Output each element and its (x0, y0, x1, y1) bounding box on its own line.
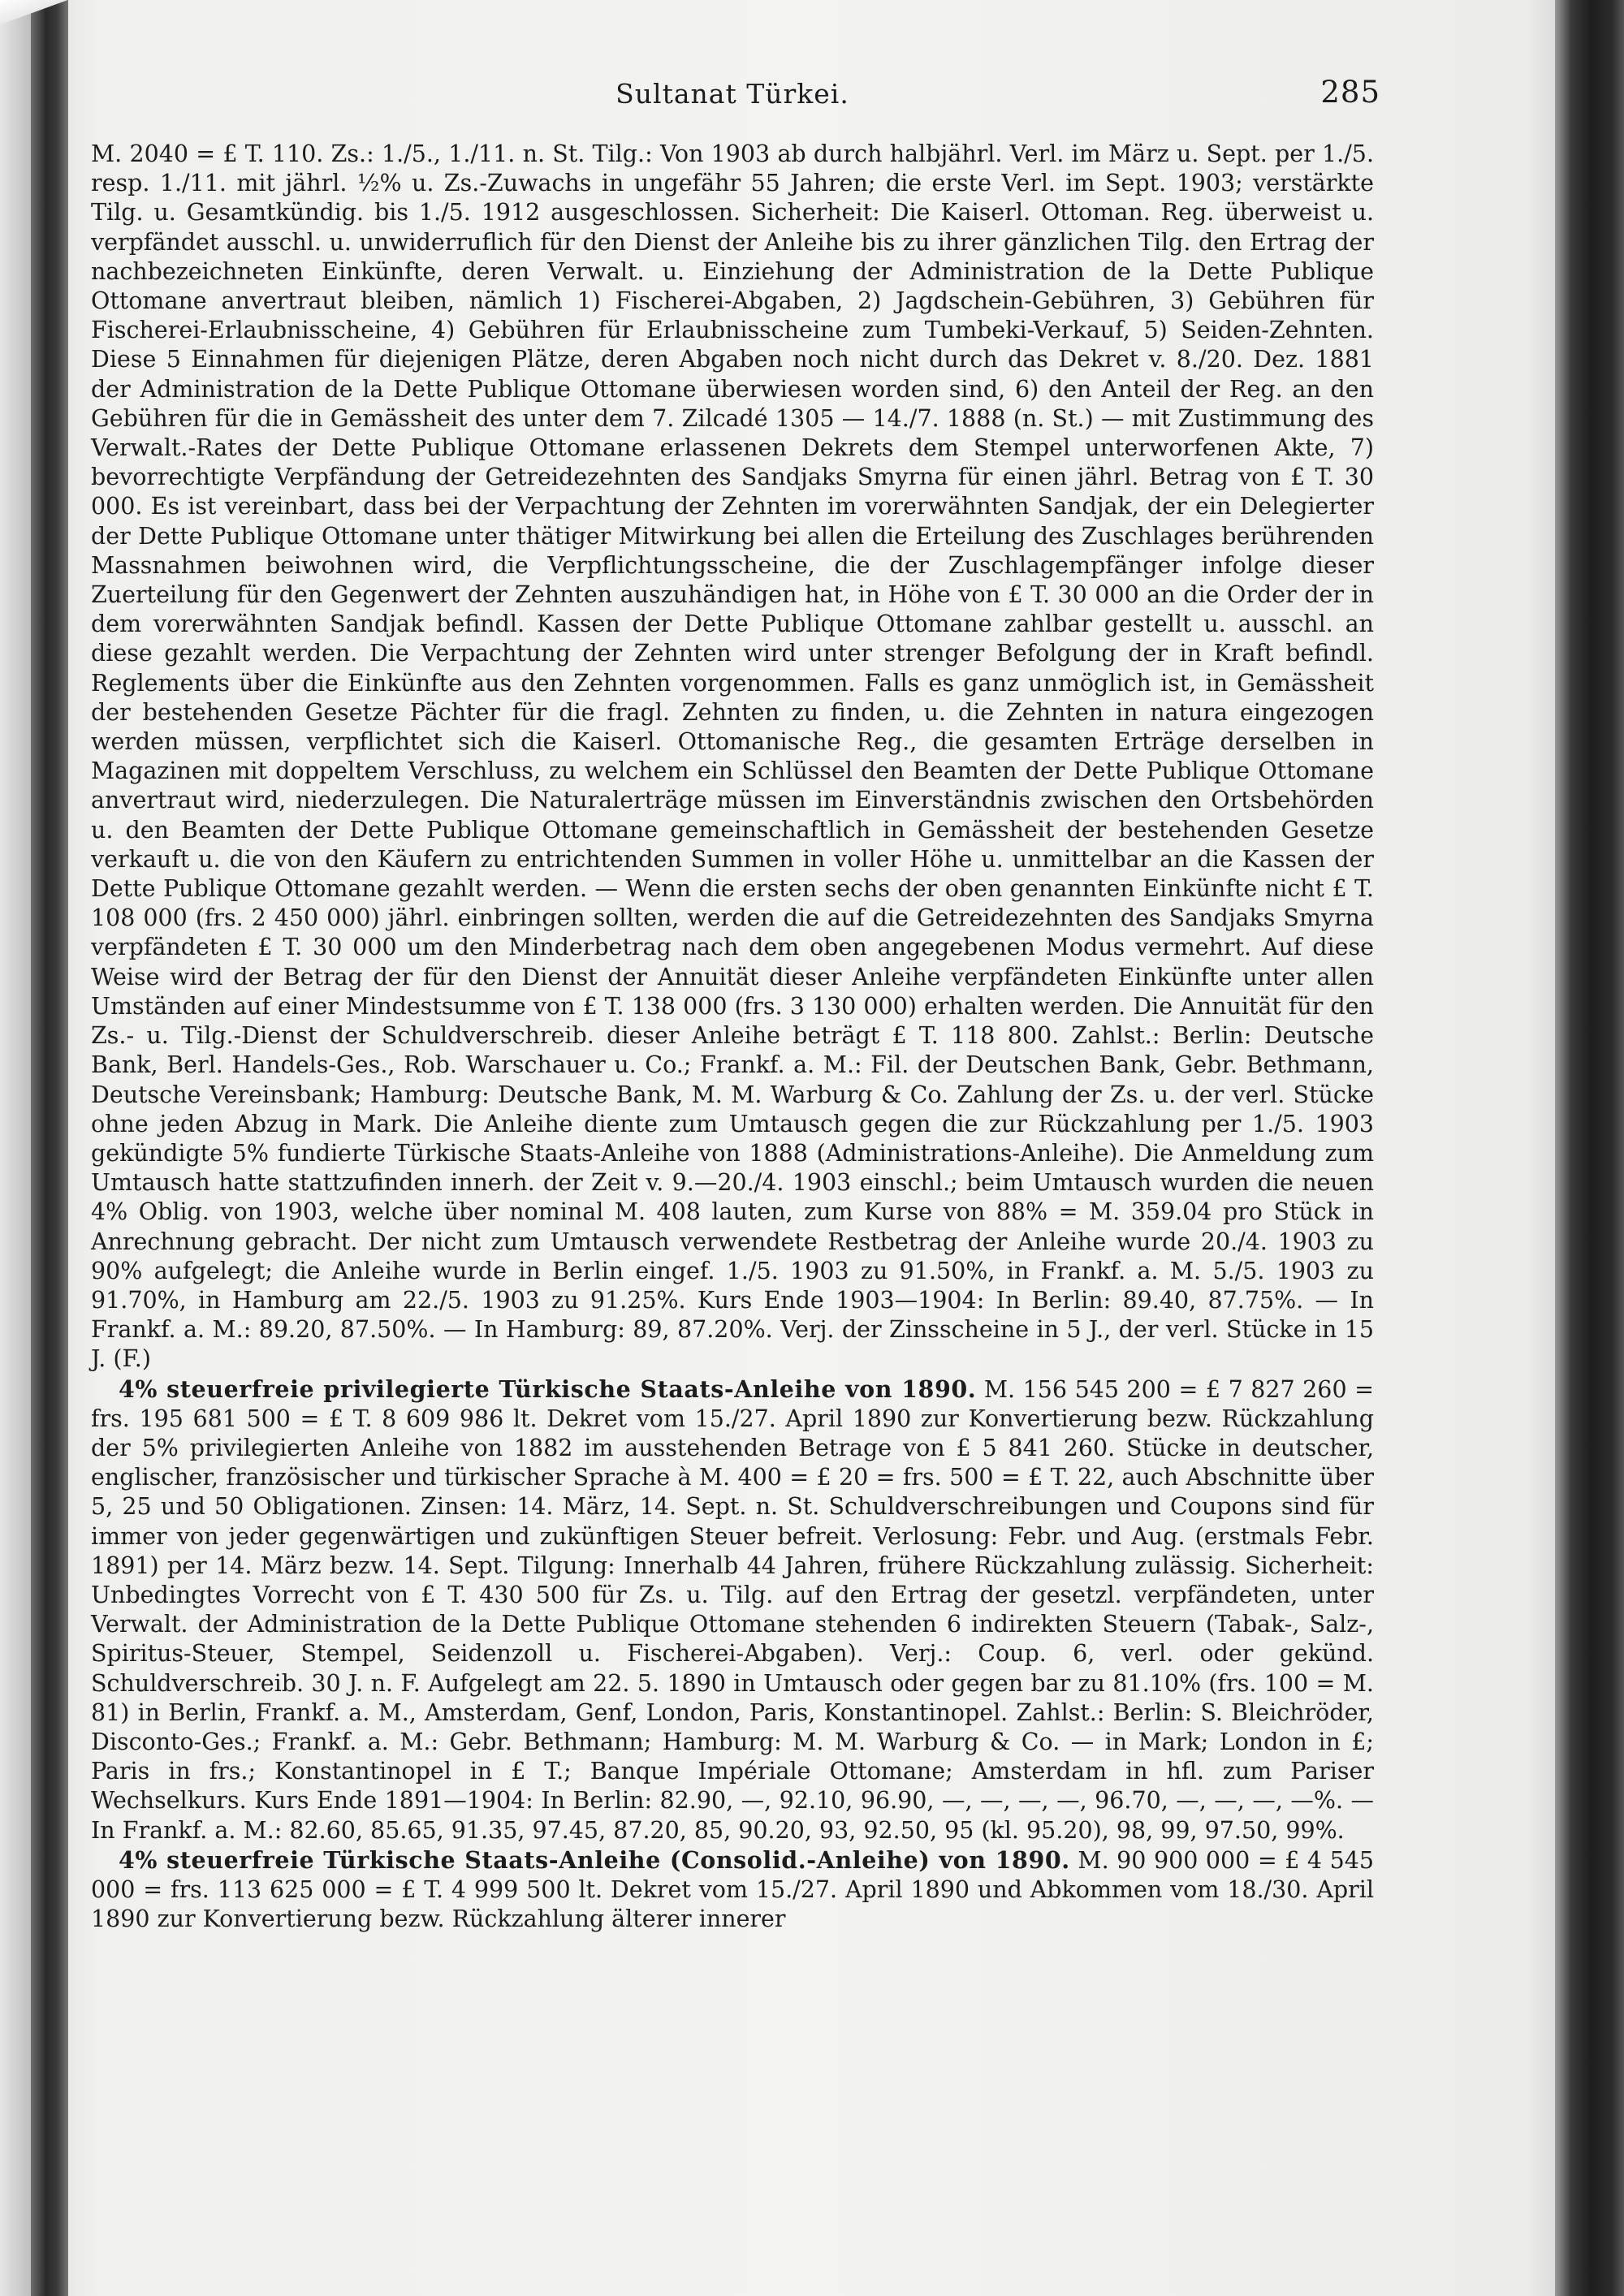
section-heading: 4% steuerfreie privilegierte Türkische Staats-Anleihe von 1890. (119, 1375, 977, 1403)
left-page-edge (0, 0, 31, 2296)
left-binding-shadow (31, 0, 68, 2296)
running-header (91, 71, 1380, 120)
corner-tab (0, 0, 73, 28)
section-4pct-consolidated-1890 (91, 1845, 1374, 1935)
section-text: M. 90 900 000 = £ 4 545 000 = frs. 113 625 000 = £ T. 4 999 500 lt. Dekret vom 15./27. April 1890 und Abkommen vom 18./30. April 1890 zur Konvertierung bezw. Rückzahlung älterer innerer (91, 1846, 1375, 1933)
section-text: M. 156 545 200 = £ 7 827 260 = frs. 195 681 500 = £ T. 8 609 986 lt. Dekret vom 15./27. April 1890 zur Konvertierung bezw. Rückzahlung der 5% privilegierten Anleihe von 1882 im ausstehenden Betrage von £ 5 841 260. Stücke in deutscher, englischer, französischer und türkischer Sprache à M. 400 = £ 20 = frs. 500 = £ T. 22, auch Abschnitte über 5, 25 und 50 Obligationen. Zinsen: 14. März, 14. Sept. n. St. Schuldverschreibungen und Coupons sind für immer von jeder gegenwärtigen und zukünftigen Steuer befreit. Verlosung: Febr. und Aug. (erstmals Febr. 1891) per 14. März bezw. 14. Sept. Tilgung: Innerhalb 44 Jahren, frühere Rückzahlung zulässig. Sicherheit: Unbedingtes Vorrecht von £ T. 430 500 für Zs. u. Tilg. auf den Ertrag der gesetzl. verpfändeten, unter Verwalt. der Administration de la Dette Publique Ottomane stehenden 6 indirekten Steuern (Tabak-, Salz-, Spiritus-Steuer, Stempel, Seidenzoll u. Fischerei-Abgaben). Verj.: Coup. 6, verl. oder gekünd. Schuldverschreib. 30 J. n. F. Aufgelegt am 22. 5. 1890 in Umtausch oder gegen bar zu 81.10% (frs. 100 = M. 81) in Berlin, Frankf. a. M., Amsterdam, Genf, London, Paris, Konstantinopel. Zahlst.: Berlin: S. Bleichröder, Disconto-Ges.; Frankf. a. M.: Gebr. Bethmann; Hamburg: M. M. Warburg & Co. — in Mark; London in £; Paris in frs.; Konstantinopel in £ T.; Banque Impériale Ottomane; Amsterdam in hfl. zum Pariser Wechselkurs. Kurs Ende 1891—1904: In Berlin: 82.90, —, 92.10, 96.90, —, —, —, —, 96.70, —, —, —, —%. — In Frankf. a. M.: 82.60, 85.65, 91.35, 97.45, 87.20, 85, 90.20, 93, 92.50, 95 (kl. 95.20), 98, 99, 97.50, 99%. (91, 1375, 1374, 1844)
section-4pct-privileged-1890 (91, 1375, 1374, 1845)
page-number: 285 (1320, 75, 1380, 110)
paragraph-continuation: M. 2040 = £ T. 110. Zs.: 1./5., 1./11. n. St. Tilg.: Von 1903 ab durch halbjährl. Verl. im März u. Sept. per 1./5. resp. 1./11. mit jährl. ½% u. Zs.-Zuwachs in ungefähr 55 Jahren; die erste Verl. im Sept. 1903; verstärkte Tilg. u. Gesamtkündig. bis 1./5. 1912 ausgeschlossen. Sicherheit: Die Kaiserl. Ottoman. Reg. überweist u. verpfändet ausschl. u. unwiderruflich für den Dienst der Anleihe bis zu ihrer gänzlichen Tilg. den Ertrag der nachbezeichneten Einkünfte, deren Verwalt. u. Einziehung der Administration de la Dette Publique Ottomane anvertraut bleiben, nämlich 1) Fischerei-Abgaben, 2) Jagdschein-Gebühren, 3) Gebühren für Fischerei-Erlaubnisscheine, 4) Gebühren für Erlaubnisscheine zum Tumbeki-Verkauf, 5) Seiden-Zehnten. Diese 5 Einnahmen für diejenigen Plätze, deren Abgaben noch nicht durch das Dekret v. 8./20. Dez. 1881 der Administration de la Dette Publique Ottomane überwiesen worden sind, 6) den Anteil der Reg. an den Gebühren für die in Gemässheit des unter dem 7. Zilcadé 1305 — 14./7. 1888 (n. St.) — mit Zustimmung des Verwalt.-Rates der Dette Publique Ottomane erlassenen Dekrets dem Stempel unterworfenen Akte, 7) bevorrechtigte Verpfändung der Getreidezehnten des Sandjaks Smyrna für einen jährl. Betrag von £ T. 30 000. Es ist vereinbart, dass bei der Verpachtung der Zehnten im vorerwähnten Sandjak, der ein Delegierter der Dette Publique Ottomane unter thätiger Mitwirkung bei allen die Erteilung des Zuschlages berührenden Massnahmen beiwohnen wird, die Verpflichtungsscheine, die der Zuschlagempfänger infolge dieser Zuerteilung für den Gegenwert der Zehnten auszuhändigen hat, in Höhe von £ T. 30 000 an die Order der in dem vorerwähnten Sandjak befindl. Kassen der Dette Publique Ottomane zahlbar gestellt u. ausschl. an diese gezahlt werden. Die Verpachtung der Zehnten wird unter strenger Befolgung der in Kraft befindl. Reglements über die Einkünfte aus den Zehnten vorgenommen. Falls es ganz unmöglich ist, in Gemässheit der bestehenden Gesetze Pächter für die fragl. Zehnten zu finden, u. die Zehnten in natura eingezogen werden müssen, verpflichtet sich die Kaiserl. Ottomanische Reg., die gesamten Erträge derselben in Magazinen mit doppeltem Verschluss, zu welchem ein Schlüssel den Beamten der Dette Publique Ottomane anvertraut wird, niederzulegen. Die Naturalerträge müssen im Einverständnis zwischen den Ortsbehörden u. den Beamten der Dette Publique Ottomane gemeinschaftlich in Gemässheit der bestehenden Gesetze verkauft u. die von den Käufern zu entrichtenden Summen in voller Höhe u. unmittelbar an die Kassen der Dette Publique Ottomane gezahlt werden. — Wenn die ersten sechs der oben genannten Einkünfte nicht £ T. 108 000 (frs. 2 450 000) jährl. einbringen sollten, werden die auf die Getreidezehnten des Sandjaks Smyrna verpfändeten £ T. 30 000 um den Minderbetrag nach dem oben angegebenen Modus vermehrt. Auf diese Weise wird der Betrag der für den Dienst der Annuität dieser Anleihe verpfändeten Einkünfte unter allen Umständen auf einer Mindestsumme von £ T. 138 000 (frs. 3 130 000) erhalten werden. Die Annuität für den Zs.- u. Tilg.-Dienst der Schuldverschreib. dieser Anleihe beträgt £ T. 118 800. Zahlst.: Berlin: Deutsche Bank, Berl. Handels-Ges., Rob. Warschauer u. Co.; Frankf. a. M.: Fil. der Deutschen Bank, Gebr. Bethmann, Deutsche Vereinsbank; Hamburg: Deutsche Bank, M. M. Warburg & Co. Zahlung der Zs. u. der verl. Stücke ohne jeden Abzug in Mark. Die Anleihe diente zum Umtausch gegen die zur Rückzahlung per 1./5. 1903 gekündigte 5% fundierte Türkische Staats-Anleihe von 1888 (Administrations-Anleihe). Die Anmeldung zum Umtausch hatte stattzufinden innerh. der Zeit v. 9.—20./4. 1903 einschl.; beim Umtausch wurden die neuen 4% Oblig. von 1903, welche über nominal M. 408 lauten, zum Kurse von 88% = M. 359.04 pro Stück in Anrechnung gebracht. Der nicht zum Umtausch verwendete Restbetrag der Anleihe wurde 20./4. 1903 zu 90% aufgelegt; die Anleihe wurde in Berlin eingef. 1./5. 1903 zu 91.50%, in Frankf. a. M. 5./5. 1903 zu 91.70%, in Hamburg am 22./5. 1903 zu 91.25%. Kurs Ende 1903—1904: In Berlin: 89.40, 87.75%. — In Frankf. a. M.: 89.20, 87.50%. — In Hamburg: 89, 87.20%. Verj. der Zinsscheine in 5 J., der verl. Stücke in 15 J. (F.) (91, 140, 1374, 1373)
page-body (91, 140, 1374, 1934)
section-heading: 4% steuerfreie Türkische Staats-Anleihe (Consolid.-Anleihe) von 1890. (119, 1845, 1070, 1874)
right-binding-shadow (1555, 0, 1624, 2296)
running-title: Sultanat Türkei. (615, 78, 849, 110)
book-page (91, 71, 1380, 1934)
